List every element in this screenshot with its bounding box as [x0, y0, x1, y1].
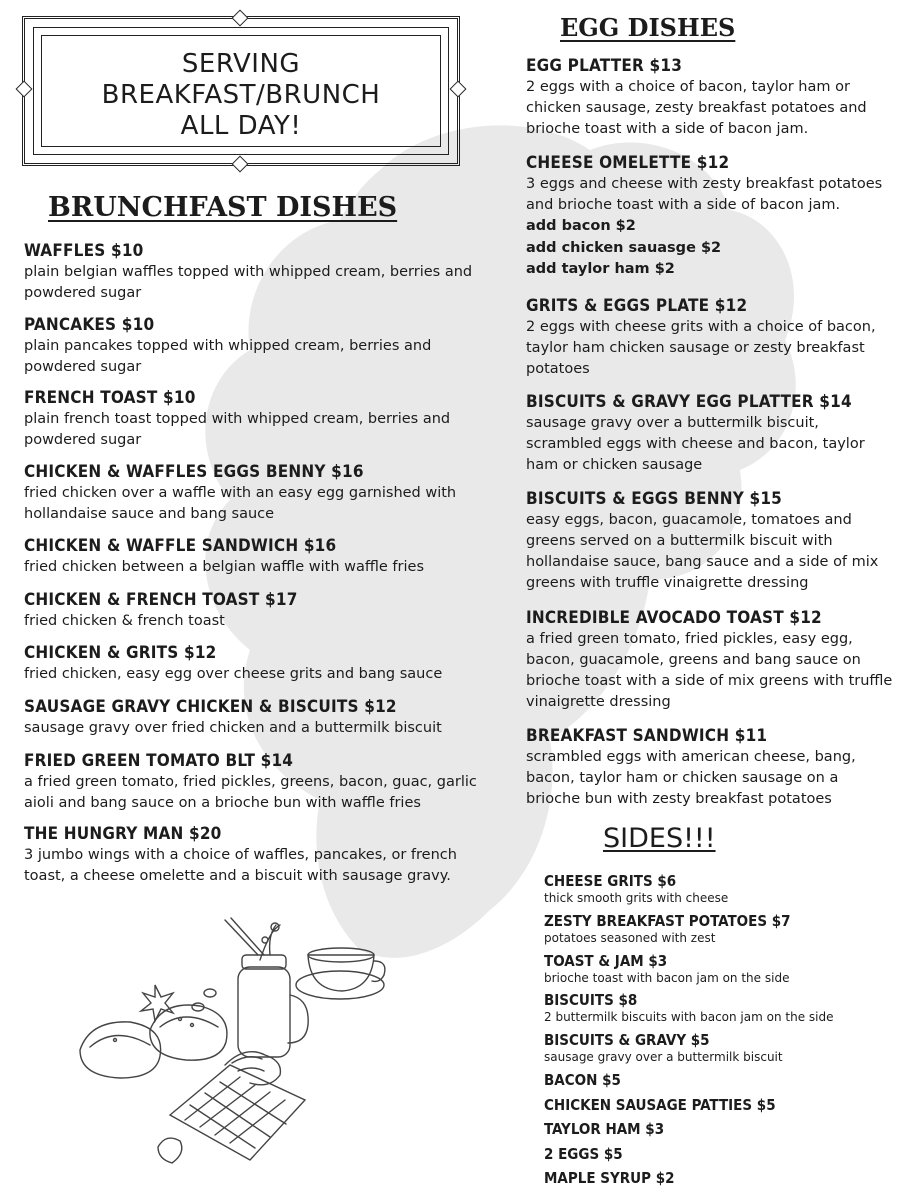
item-name: BISCUITS & EGGS BENNY $15: [526, 489, 783, 509]
menu-item: [24, 589, 484, 642]
side-description: thick smooth grits with cheese: [544, 891, 729, 905]
item-name: EGG PLATTER $13: [526, 56, 683, 76]
side-item: [544, 1071, 904, 1096]
item-name: CHICKEN & WAFFLE SANDWICH $16: [24, 536, 337, 556]
sides-list: [544, 872, 904, 1188]
menu-item: [24, 642, 484, 696]
menu-item: [526, 295, 896, 391]
item-description: easy eggs, bacon, guacamole, tomatoes and greens served on a buttermilk biscuit with hollandaise sauce, bang sauce and a side of mix greens with truffle vinaigrette dressing: [526, 512, 879, 591]
side-description: potatoes seasoned with zest: [544, 931, 716, 945]
menu-item: [24, 823, 484, 887]
side-name: MAPLE SYRUP $2: [544, 1169, 675, 1187]
side-name: BACON $5: [544, 1071, 621, 1089]
item-name: GRITS & EGGS PLATE $12: [526, 296, 748, 316]
item-description: 2 eggs with a choice of bacon, taylor ham or chicken sausage, zesty breakfast potatoes and brioche toast with a side of bacon jam.: [526, 79, 867, 137]
menu-item: [526, 55, 896, 152]
item-description: 3 jumbo wings with a choice of waffles, pancakes, or french toast, a cheese omelette and a biscuit with sausage gravy.: [24, 847, 457, 884]
item-description: sausage gravy over fried chicken and a buttermilk biscuit: [24, 720, 442, 736]
menu-item: [526, 391, 896, 488]
side-name: CHICKEN SAUSAGE PATTIES $5: [544, 1096, 776, 1114]
side-name: BISCUITS $8: [544, 991, 638, 1009]
menu-item: [24, 750, 484, 823]
item-name: CHICKEN & FRENCH TOAST $17: [24, 590, 298, 610]
item-description: fried chicken over a waffle with an easy egg garnished with hollandaise sauce and bang sauce: [24, 485, 457, 522]
side-item: [544, 1145, 904, 1169]
item-description: plain pancakes topped with whipped cream, berries and powdered sugar: [24, 338, 432, 375]
side-name: TOAST & JAM $3: [544, 952, 668, 970]
banner-text: SERVING BREAKFAST/BRUNCH ALL DAY!: [101, 49, 381, 141]
brunchfast-title: BRUNCHFAST DISHES: [48, 192, 398, 223]
item-name: INCREDIBLE AVOCADO TOAST $12: [526, 608, 822, 628]
add-on-option: add taylor ham $2: [526, 261, 675, 277]
menu-item: [24, 314, 484, 387]
egg-dishes-title: EGG DISHES: [560, 13, 736, 42]
item-description: 3 eggs and cheese with zesty breakfast potatoes and brioche toast with a side of bacon jam.: [526, 176, 883, 213]
sides-title: SIDES!!!: [603, 823, 716, 854]
side-item: [544, 1096, 904, 1120]
item-description: fried chicken, easy egg over cheese grits and bang sauce: [24, 666, 443, 682]
side-description: 2 buttermilk biscuits with bacon jam on the side: [544, 1010, 834, 1024]
side-description: brioche toast with bacon jam on the side: [544, 971, 790, 985]
item-name: PANCAKES $10: [24, 315, 155, 335]
side-name: BISCUITS & GRAVY $5: [544, 1031, 710, 1049]
item-name: SAUSAGE GRAVY CHICKEN & BISCUITS $12: [24, 697, 397, 717]
serving-all-day-banner: [22, 16, 460, 166]
side-item: [544, 1120, 904, 1145]
breakfast-sketch-icon: [60, 915, 400, 1175]
side-item: [544, 872, 904, 912]
egg-dishes-list: [526, 55, 896, 810]
menu-item: [24, 461, 484, 535]
menu-item: [526, 488, 896, 607]
side-item: [544, 991, 904, 1031]
side-name: ZESTY BREAKFAST POTATOES $7: [544, 912, 791, 930]
item-name: THE HUNGRY MAN $20: [24, 824, 222, 844]
side-name: CHEESE GRITS $6: [544, 872, 677, 890]
menu-item: [24, 535, 484, 589]
side-item: [544, 1169, 904, 1188]
item-description: plain french toast topped with whipped cream, berries and powdered sugar: [24, 411, 451, 448]
menu-item: [526, 152, 896, 295]
item-name: FRIED GREEN TOMATO BLT $14: [24, 751, 294, 771]
item-name: CHEESE OMELETTE $12: [526, 153, 730, 173]
item-name: CHICKEN & WAFFLES EGGS BENNY $16: [24, 462, 364, 482]
item-description: a fried green tomato, fried pickles, greens, bacon, guac, garlic aioli and bang sauce on a brioche bun with waffle fries: [24, 774, 477, 811]
side-name: TAYLOR HAM $3: [544, 1120, 665, 1138]
side-description: sausage gravy over a buttermilk biscuit: [544, 1050, 783, 1064]
brunchfast-list: [24, 240, 484, 887]
side-item: [544, 1031, 904, 1071]
item-description: fried chicken between a belgian waffle with waffle fries: [24, 559, 424, 575]
item-description: 2 eggs with cheese grits with a choice of bacon, taylor ham chicken sausage or zesty breakfast potatoes: [526, 319, 876, 377]
item-description: fried chicken & french toast: [24, 613, 225, 629]
item-description: scrambled eggs with american cheese, bang, bacon, taylor ham or chicken sausage on a brioche bun with zesty breakfast potatoes: [526, 749, 856, 807]
add-on-option: add chicken sauasge $2: [526, 239, 722, 256]
menu-item: [24, 696, 484, 750]
add-on-option: add bacon $2: [526, 218, 636, 234]
frame-diamond-icon: [232, 10, 249, 27]
side-name: 2 EGGS $5: [544, 1145, 623, 1163]
item-name: BISCUITS & GRAVY EGG PLATTER $14: [526, 392, 852, 412]
menu-item: [526, 725, 896, 810]
side-item: [544, 952, 904, 991]
side-item: [544, 912, 904, 952]
item-name: CHICKEN & GRITS $12: [24, 643, 217, 663]
item-description: plain belgian waffles topped with whipped cream, berries and powdered sugar: [24, 264, 473, 301]
item-name: FRENCH TOAST $10: [24, 388, 196, 408]
menu-item: [526, 607, 896, 725]
item-description: a fried green tomato, fried pickles, easy egg, bacon, guacamole, greens and bang sauce on brioche toast with a side of mix greens with truffle vinaigrette dressing: [526, 631, 893, 710]
item-description: sausage gravy over a buttermilk biscuit, scrambled eggs with cheese and bacon, taylor ham or chicken sausage: [526, 415, 865, 473]
menu-item: [24, 387, 484, 461]
menu-item: [24, 240, 484, 314]
item-name: BREAKFAST SANDWICH $11: [526, 726, 768, 746]
item-name: WAFFLES $10: [24, 241, 144, 261]
